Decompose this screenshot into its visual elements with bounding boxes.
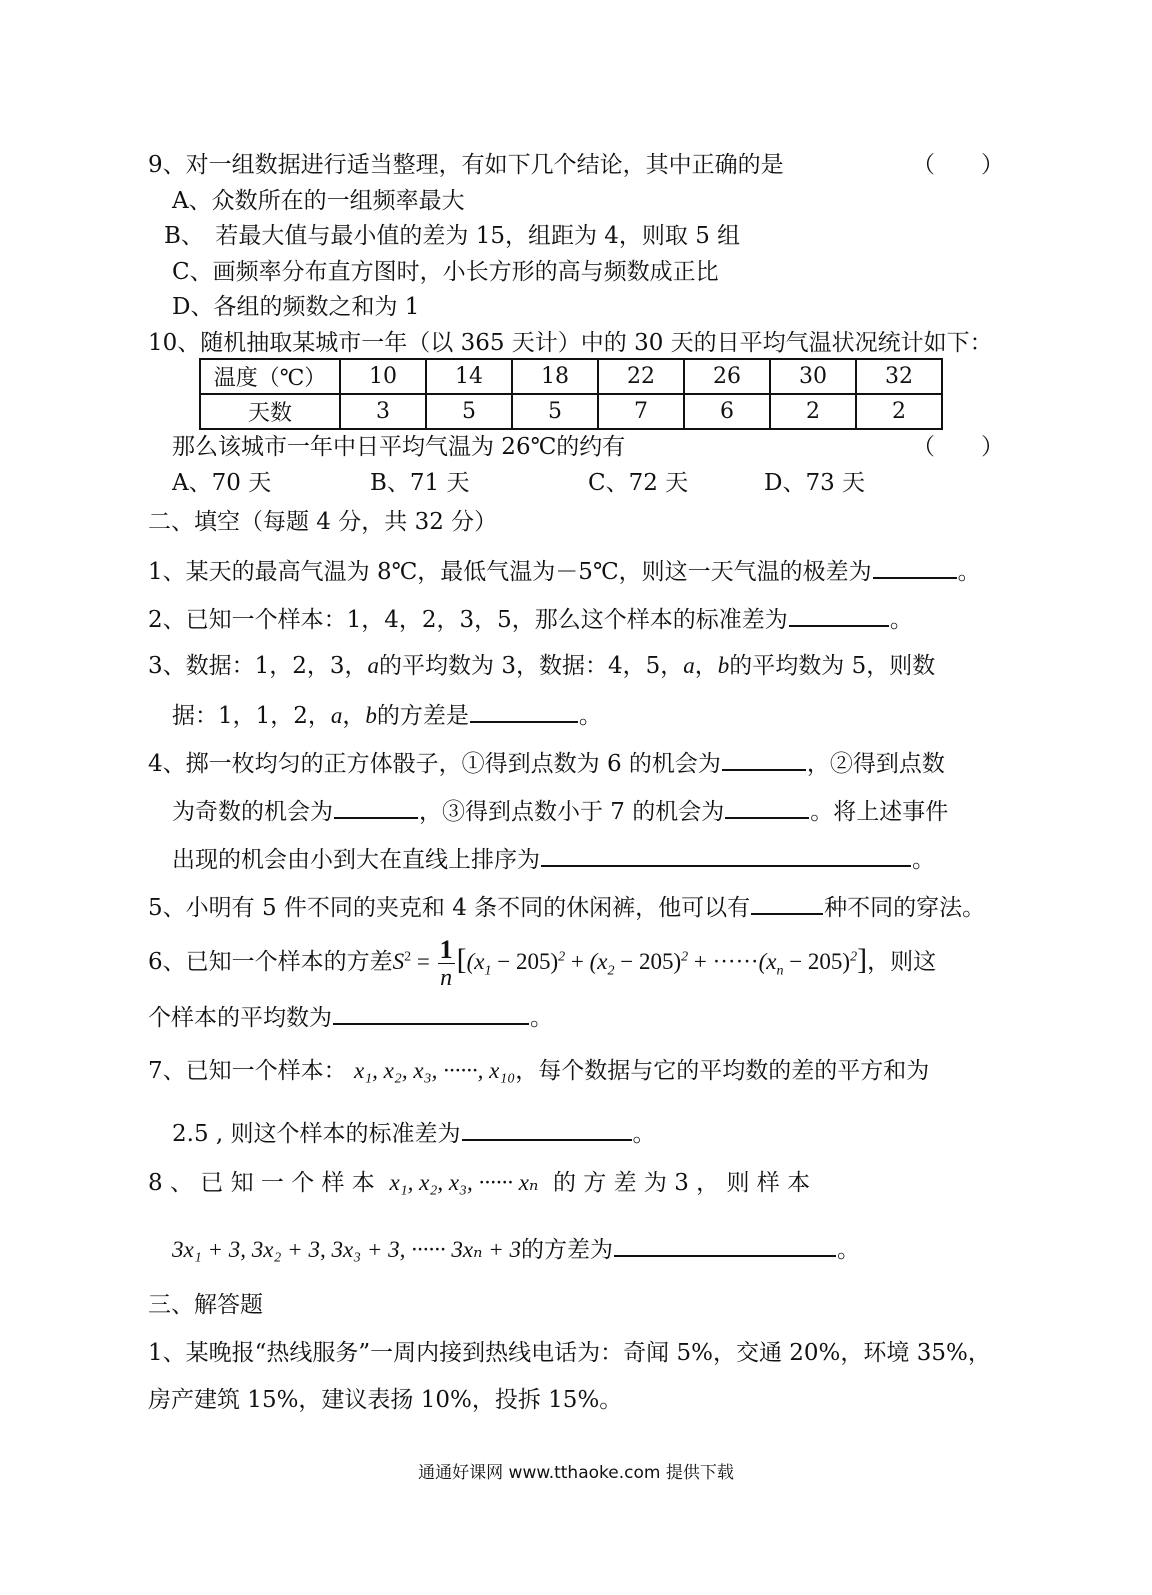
fill-q4-line1 [148, 747, 945, 779]
term: (x [589, 949, 608, 974]
fill-q5-text: 5、小明有 5 件不同的夹克和 4 条不同的休闲裤，他可以有 [148, 895, 751, 921]
fill-q3-text: 的平均数为 3，数据：4，5， [379, 653, 684, 679]
ellipsis: + ······ [688, 949, 759, 974]
fill-q6-end: 。 [530, 1005, 553, 1031]
fill-q7-text: 2.5 , 则这个样本的标准差为 [172, 1121, 461, 1147]
fill-q7-line2 [172, 1117, 656, 1149]
fill-q3-text: 的平均数为 5，则数 [729, 653, 936, 679]
fill-q6-line1: 6、已知一个样本的方差$S^2$ = $\frac{1}{n}$ $[(x_1 - 205)^2 + (x_2 - 205)^2 + \cdot\cdot\cdot\cdot\cdot\cdot(x_n - 205)^2]$，则这 [148, 934, 937, 991]
fill-q3-end: 。 [578, 703, 602, 729]
fill-q3-line2 [172, 699, 602, 731]
fill-q8-text: 的方差为 [520, 1237, 613, 1263]
fill-q7-text: 7、已知一个样本： [148, 1058, 347, 1084]
answer-blank [470, 699, 578, 723]
fill-q3-text: 3、数据：1，2，3， [148, 653, 368, 679]
fill-q4-text: 出现的机会由小到大在直线上排序为 [172, 847, 540, 873]
fill-q4-line2 [172, 795, 948, 827]
q10-option-b: B、71 天 [370, 470, 470, 496]
fill-q2-text: 2、已知一个样本：1，4，2，3，5，那么这个样本的标准差为 [148, 607, 788, 633]
table-row [200, 359, 942, 394]
fill-q4-text: 。将上述事件 [810, 799, 949, 825]
fill-q4-text: ，③得到点数小于 7 的机会为 [419, 799, 725, 825]
fill-q8-line2 [172, 1233, 860, 1265]
fill-q3-text: ， [342, 703, 366, 729]
table-cell: 3 [340, 394, 426, 429]
q10-stem: 10、随机抽取某城市一年（以 365 天计）中的 30 天的日平均气温状况统计如下： [148, 330, 993, 356]
q10-option-d: D、73 天 [764, 470, 866, 496]
term: (x [466, 949, 485, 974]
answer-blank [751, 891, 823, 915]
fill-q2 [148, 603, 913, 635]
fill-q6-text: ，则这 [867, 949, 937, 975]
answer-blank [873, 555, 957, 579]
plus-sign: + [565, 949, 590, 974]
table-cell: 10 [340, 359, 426, 394]
fill-q7-line1 [148, 1056, 929, 1086]
table-cell: 32 [856, 359, 942, 394]
variance-symbol: S [392, 949, 405, 974]
answer-blank [789, 603, 889, 627]
table-cell: 26 [684, 359, 770, 394]
bracket-close: ] [857, 943, 868, 976]
q9-option-c: C、画频率分布直方图时，小长方形的高与频数成正比 [172, 259, 719, 285]
fill-q6-line2 [148, 1001, 553, 1033]
answer-blank [722, 747, 806, 771]
term: − 205) [783, 949, 851, 974]
table-cell: 14 [426, 359, 512, 394]
fill-q5 [148, 891, 985, 923]
fill-q8-line1 [148, 1168, 810, 1198]
table-cell: 6 [684, 394, 770, 429]
table-cell: 5 [512, 394, 598, 429]
q9-option-b: B、 若最大值与最小值的差为 15，组距为 4，则取 5 组 [164, 223, 741, 249]
q10-option-c: C、72 天 [588, 470, 689, 496]
page-footer: 通通好课网 www.tthaoke.com 提供下载 [418, 1463, 734, 1483]
q10-option-a: A、70 天 [172, 470, 272, 496]
solve-q1-line2: 房产建筑 15%，建议表扬 10%，投拆 15%。 [148, 1387, 623, 1413]
fraction-numerator: 1 [439, 934, 453, 964]
q9-option-a: A、众数所在的一组频率最大 [172, 188, 465, 214]
q9-answer-paren: （ ） [912, 152, 1004, 178]
fill-q1 [148, 555, 981, 587]
fill-q5-text: 种不同的穿法。 [824, 895, 986, 921]
fill-q3-line1 [148, 651, 935, 681]
fill-q3-text: 据：1，1，2， [172, 703, 331, 729]
sample-sequence: x₁, x₂, x₃, ······, x₁₀ [353, 1058, 516, 1083]
fill-q3-text: 的方差是 [376, 703, 469, 729]
fill-q4-text: ，②得到点数 [806, 751, 945, 777]
answer-blank [614, 1233, 836, 1257]
fraction-1-over-n [438, 934, 455, 991]
table-cell: 18 [512, 359, 598, 394]
answer-blank [725, 795, 809, 819]
section-fill-heading: 二、填空（每题 4 分，共 32 分） [148, 509, 498, 535]
fill-q7-end: 。 [632, 1121, 656, 1147]
fill-q1-end: 。 [957, 559, 981, 585]
temperature-table [199, 358, 943, 430]
table-cell: 5 [426, 394, 512, 429]
term: − 205) [491, 949, 559, 974]
fill-q4-text: 4、掷一枚均匀的正方体骰子，①得到点数为 6 的机会为 [148, 751, 721, 777]
var-a: a [683, 653, 695, 678]
var-b: b [365, 703, 377, 728]
q9-option-d: D、各组的频数之和为 1 [172, 294, 420, 320]
fill-q8-text: 的 方 差 为 3 ， 则 样 本 [552, 1170, 811, 1196]
fill-q8-text: 8 、 已 知 一 个 样 本 [148, 1170, 375, 1196]
fill-q6-text: 6、已知一个样本的方差 [148, 949, 393, 975]
q9-stem: 9、对一组数据进行适当整理，有如下几个结论，其中正确的是 [148, 152, 784, 178]
answer-blank [541, 843, 911, 867]
fill-q3-text: ， [694, 653, 718, 679]
table-cell: 2 [770, 394, 856, 429]
q10-question: 那么该城市一年中日平均气温为 26℃的约有 [172, 434, 626, 460]
q10-answer-paren: （ ） [912, 434, 1004, 460]
section-solve-heading: 三、解答题 [148, 1292, 263, 1318]
transformed-sample: 3x₁ + 3, 3x₂ + 3, 3x₃ + 3, ······ 3xₙ + 3 [172, 1237, 521, 1262]
var-b: b [717, 653, 730, 678]
table-header-cell: 温度（℃） [200, 359, 340, 394]
answer-blank [334, 795, 418, 819]
table-cell: 22 [598, 359, 684, 394]
fraction-denominator: n [440, 964, 453, 991]
var-a: a [330, 703, 343, 728]
fill-q4-text: 为奇数的机会为 [172, 799, 333, 825]
answer-blank [333, 1001, 529, 1025]
bracket-open: [ [456, 943, 467, 976]
solve-q1-line1: 1、某晚报“热线服务”一周内接到热线电话为：奇闻 5%，交通 20%，环境 35%， [148, 1340, 991, 1366]
fill-q4-end: 。 [912, 847, 935, 873]
table-cell: 7 [598, 394, 684, 429]
fill-q4-line3 [172, 843, 935, 875]
fill-q7-text: ，每个数据与它的平均数的差的平方和为 [515, 1058, 930, 1084]
fill-q8-end: 。 [836, 1237, 860, 1263]
fill-q1-text: 1、某天的最高气温为 8℃，最低气温为－5℃，则这一天气温的极差为 [148, 559, 872, 585]
term: (x [758, 949, 777, 974]
table-cell: 2 [856, 394, 942, 429]
table-cell: 30 [770, 359, 856, 394]
equals-sign: = [411, 949, 436, 974]
fill-q6-text: 个样本的平均数为 [148, 1005, 332, 1031]
term: − 205) [614, 949, 682, 974]
sample-sequence: x₁, x₂, x₃, ······ xₙ [389, 1170, 539, 1195]
var-a: a [367, 653, 380, 678]
fill-q2-end: 。 [889, 607, 913, 633]
table-row [200, 394, 942, 429]
answer-blank [462, 1117, 632, 1141]
table-header-cell: 天数 [200, 394, 340, 429]
